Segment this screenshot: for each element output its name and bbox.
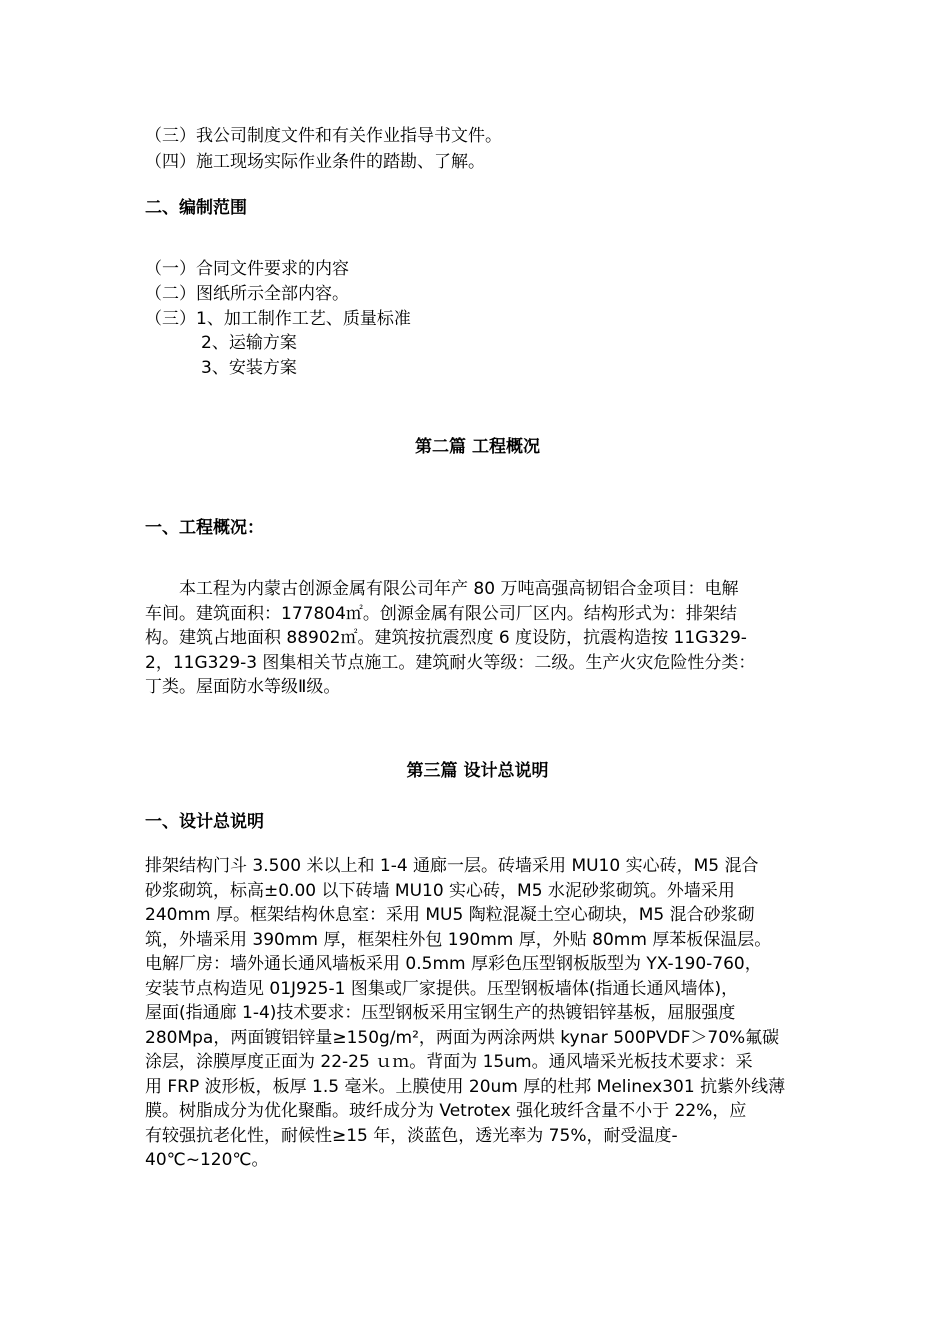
paragraph-line: 筑，外墙采用 390mm 厚，框架柱外包 190mm 厚，外贴 80mm 厚苯板保温层。 (145, 929, 772, 950)
paragraph-line: 膜。树脂成分为优化聚酯。玻纤成分为 Vetrotex 强化玻纤含量不小于 22%，应 (145, 1101, 747, 1121)
part2-heading: 一、工程概况： (145, 518, 264, 538)
scope-item-3: （三）1、加工制作工艺、质量标准 (145, 309, 411, 329)
scope-item-2: （二）图纸所示全部内容。 (145, 284, 349, 304)
scope-heading: 二、编制范围 (145, 198, 247, 218)
scope-item-3-3: 3、安装方案 (201, 358, 297, 378)
scope-item-3-2: 2、运输方案 (201, 333, 297, 353)
part3-heading: 一、设计总说明 (145, 812, 264, 832)
paragraph-line: 有较强抗老化性，耐候性≥15 年，淡蓝色，透光率为 75%，耐受温度- (145, 1125, 678, 1146)
paragraph-line: 280Mpa，两面镀铝锌量≥150g/m²，两面为两涂两烘 kynar 500PVDF＞70%氟碳 (145, 1027, 780, 1048)
paragraph-line: 2，11G329-3 图集相关节点施工。建筑耐火等级：二级。生产火灾危险性分类： (145, 652, 756, 673)
paragraph-line: 涂层，涂膜厚度正面为 22-25 ｕｍ。背面为 15um。通风墙采光板技术要求：采 (145, 1052, 753, 1072)
scope-item-1: （一）合同文件要求的内容 (145, 259, 349, 279)
paragraph-line: 排架结构门斗 3.500 米以上和 1-4 通廊一层。砖墙采用 MU10 实心砖，M5 混合 (145, 856, 759, 876)
document-page (145, 0, 810, 1344)
paragraph-line: 40℃~120℃。 (145, 1150, 269, 1170)
paragraph-line: 屋面(指通廊 1-4)技术要求：压型钢板采用宝钢生产的热镀铝锌基板，屈服强度 (145, 1003, 736, 1023)
paragraph-line: 安装节点构造见 01J925-1 图集或厂家提供。压型钢板墙体(指通长通风墙体)， (145, 978, 739, 999)
paragraph-line: 丁类。屋面防水等级Ⅱ级。 (145, 677, 341, 697)
part3-title: 第三篇 设计总说明 (406, 761, 549, 781)
paragraph-line: 240mm 厚。框架结构休息室：采用 MU5 陶粒混凝土空心砌块，M5 混合砂浆砌 (145, 905, 755, 925)
paragraph-line: 本工程为内蒙古创源金属有限公司年产 80 万吨高强高韧铝合金项目：电解 (145, 579, 739, 599)
basis-item-3: （三）我公司制度文件和有关作业指导书文件。 (145, 126, 502, 146)
part2-paragraph (145, 577, 810, 700)
paragraph-line: 车间。建筑面积：177804㎡。创源金属有限公司厂区内。结构形式为：排架结 (145, 603, 737, 624)
part2-title: 第二篇 工程概况 (415, 437, 540, 457)
paragraph-line: 构。建筑占地面积 88902㎡。建筑按抗震烈度 6 度设防，抗震构造按 11G329- (145, 628, 747, 648)
basis-item-4: （四）施工现场实际作业条件的踏勘、了解。 (145, 152, 485, 172)
paragraph-line: 砂浆砌筑，标高±0.00 以下砖墙 MU10 实心砖，M5 水泥砂浆砌筑。外墙采用 (145, 880, 735, 901)
paragraph-line: 电解厂房：墙外通长通风墙板采用 0.5mm 厚彩色压型钢板版型为 YX-190-760， (145, 954, 762, 974)
paragraph-line: 用 FRP 波形板，板厚 1.5 毫米。上膜使用 20um 厚的杜邦 Melinex301 抗紫外线薄 (145, 1076, 786, 1097)
part3-paragraph (145, 854, 810, 1173)
